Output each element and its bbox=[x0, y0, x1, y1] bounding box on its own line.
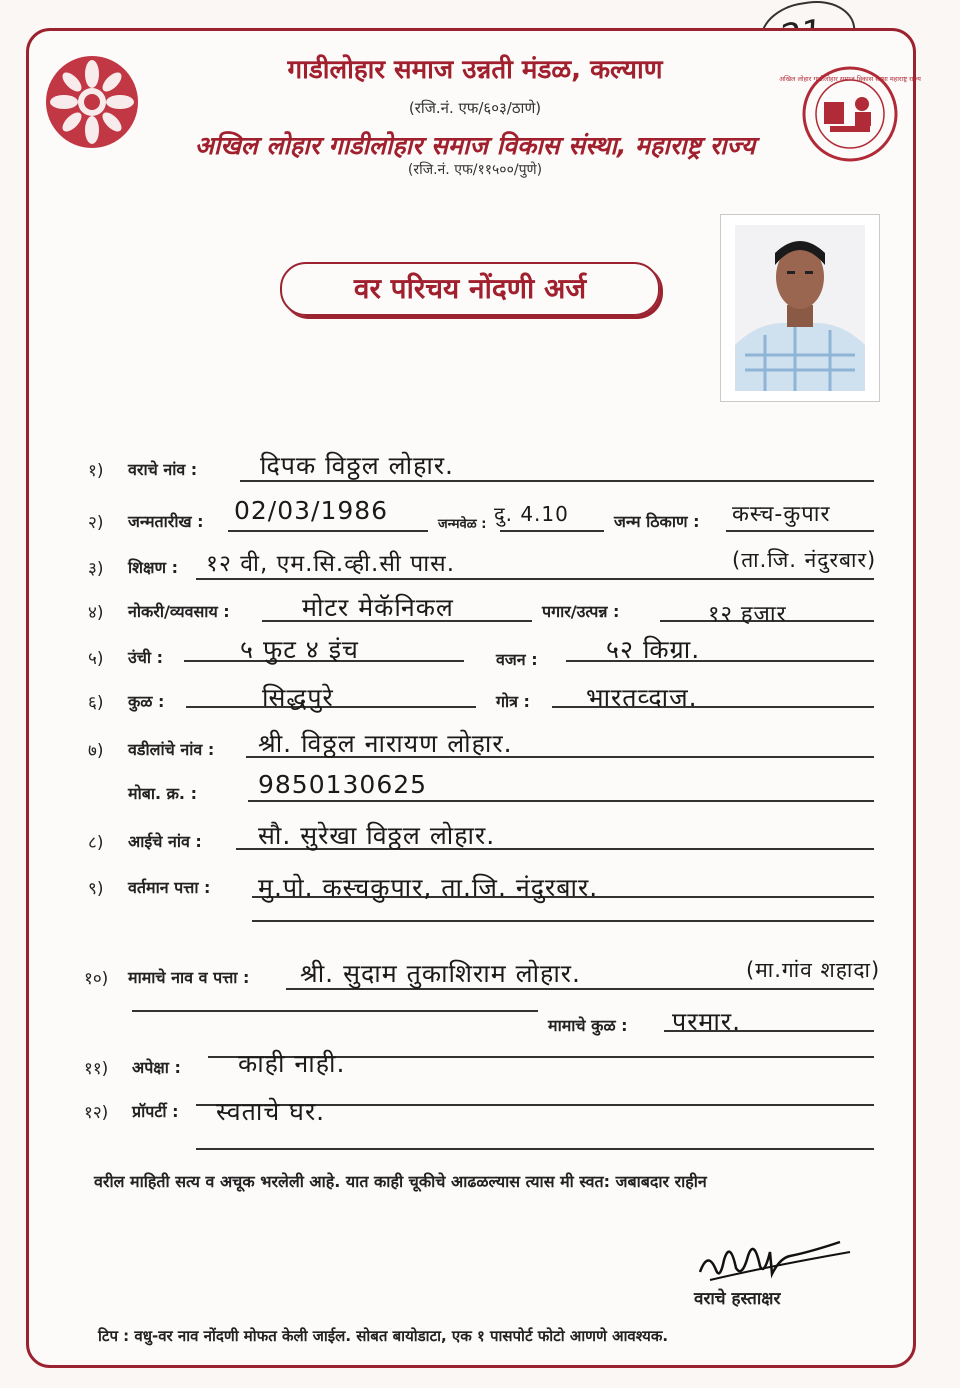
gotra-value[interactable]: भारतव्दाज. bbox=[586, 683, 698, 712]
mother-name-label: आईचे नांव : bbox=[128, 832, 202, 851]
passport-photo bbox=[720, 214, 880, 402]
field-4-number: ४) bbox=[88, 603, 104, 623]
property-value[interactable]: स्वताचे घर. bbox=[216, 1097, 326, 1126]
father-name-value[interactable]: श्री. विठ्ठल नारायण लोहार. bbox=[258, 729, 513, 758]
maternal-uncle-line-2 bbox=[132, 1010, 538, 1012]
field-12-number: १२) bbox=[84, 1103, 109, 1123]
org2-registration: (रजि.नं. एफ/११५००/पुणे) bbox=[407, 162, 543, 178]
expectation-value[interactable]: काही नाही. bbox=[238, 1049, 346, 1078]
field-6-number: ६) bbox=[88, 693, 104, 713]
mobile-value[interactable]: 9850130625 bbox=[258, 770, 428, 799]
address-line-2 bbox=[252, 920, 874, 922]
education-value[interactable]: १२ वी, एम.सि.व्ही.सी पास. bbox=[206, 551, 456, 577]
occupation-value[interactable]: मोटर मेकॅनिकल bbox=[302, 593, 454, 622]
education-line bbox=[196, 578, 874, 580]
org1-registration: (रजि.नं. एफ/६०३/ठाणे) bbox=[408, 99, 542, 117]
property-label: प्रॉपर्टी : bbox=[132, 1102, 179, 1121]
kul-label: कुळ : bbox=[128, 692, 165, 711]
field-5-number: ५) bbox=[88, 649, 104, 669]
gotra-label: गोत्र : bbox=[496, 692, 530, 711]
org2-name: अखिल लोहार गाडीलोहार समाज विकास संस्था, महाराष्ट्र राज्य bbox=[194, 131, 756, 160]
address-value[interactable]: मु.पो. कस्चकुपार, ता.जि. नंदुरबार. bbox=[258, 873, 599, 902]
birthplace-label: जन्म ठिकाण : bbox=[614, 512, 700, 531]
property-line-2 bbox=[196, 1148, 874, 1150]
birthdate-value[interactable]: 02/03/1986 bbox=[234, 496, 389, 525]
right-seal-text: अखिल लोहार गाडीलोहार समाज विकास संस्था महाराष्ट्र राज्य bbox=[779, 75, 921, 83]
mobile-label: मोबा. क्र. : bbox=[128, 784, 197, 803]
left-seal-emblem bbox=[42, 52, 142, 152]
mobile-line bbox=[248, 800, 874, 802]
maternal-uncle-label: मामाचे नाव व पत्ता : bbox=[128, 968, 250, 987]
height-label: उंची : bbox=[128, 648, 164, 667]
form-title: वर परिचय नोंदणी अर्ज bbox=[280, 262, 660, 316]
field-1-number: १) bbox=[88, 461, 104, 481]
birthtime-line bbox=[500, 530, 604, 532]
field-11-number: ११) bbox=[84, 1059, 109, 1079]
field-7-number: ७) bbox=[88, 741, 104, 761]
weight-value[interactable]: ५२ किग्रा. bbox=[606, 635, 701, 664]
mother-name-value[interactable]: सौ. सुरेखा विठ्ठल लोहार. bbox=[258, 821, 496, 850]
field-3-number: ३) bbox=[88, 559, 104, 579]
right-seal-emblem bbox=[779, 64, 921, 164]
address-label: वर्तमान पत्ता : bbox=[128, 878, 211, 897]
education-label: शिक्षण : bbox=[128, 558, 179, 577]
salary-value[interactable]: १२ हजार bbox=[708, 602, 787, 627]
field-2-number: २) bbox=[88, 513, 104, 533]
maternal-uncle-village[interactable]: (मा.गांव शहादा) bbox=[746, 958, 881, 982]
declaration-text: वरील माहिती सत्य व अचूक भरलेली आहे. यात काही चूकीचे आढळल्यास त्यास मी स्वत: जबाबदार राहीन bbox=[94, 1172, 707, 1191]
occupation-label: नोकरी/व्यवसाय : bbox=[128, 602, 230, 621]
field-8-number: ८) bbox=[88, 833, 104, 853]
groom-name-label: वराचे नांव : bbox=[128, 460, 198, 479]
weight-label: वजन : bbox=[496, 650, 538, 669]
expectation-label: अपेक्षा : bbox=[132, 1058, 181, 1077]
maternal-kul-label: मामाचे कुळ : bbox=[548, 1016, 628, 1035]
birthdate-line bbox=[228, 530, 428, 532]
height-value[interactable]: ५ फुट ४ इंच bbox=[240, 635, 359, 664]
birthtime-value[interactable]: दु. 4.10 bbox=[494, 502, 569, 526]
signature-label: वराचे हस्ताक्षर bbox=[694, 1289, 781, 1309]
birthplace-line bbox=[726, 530, 874, 532]
kul-value[interactable]: सिद्धपुरे bbox=[262, 683, 334, 712]
birthdate-label: जन्मतारीख : bbox=[128, 512, 204, 531]
birthtime-label: जन्मवेळ : bbox=[438, 517, 487, 532]
birthplace-value[interactable]: कस्च-कुपार bbox=[732, 502, 831, 527]
groom-name-value[interactable]: दिपक विठ्ठल लोहार. bbox=[260, 451, 454, 480]
education-value-2[interactable]: (ता.जि. नंदुरबार) bbox=[732, 548, 877, 572]
groom-signature bbox=[690, 1230, 870, 1290]
maternal-uncle-value[interactable]: श्री. सुदाम तुकाशिराम लोहार. bbox=[300, 959, 581, 988]
field-9-number: ९) bbox=[88, 879, 104, 899]
org1-name: गाडीलोहार समाज उन्नती मंडळ, कल्याण bbox=[287, 55, 663, 85]
field-10-number: १०) bbox=[84, 969, 109, 989]
father-name-label: वडीलांचे नांव : bbox=[128, 740, 215, 759]
footer-tip: टिप : वधु-वर नाव नोंदणी मोफत केली जाईल. सोबत बायोडाटा, एक १ पासपोर्ट फोटो आणणे आवश्यक. bbox=[98, 1327, 669, 1345]
salary-label: पगार/उत्पन्न : bbox=[542, 602, 620, 621]
maternal-kul-value[interactable]: परमार. bbox=[672, 1007, 742, 1036]
